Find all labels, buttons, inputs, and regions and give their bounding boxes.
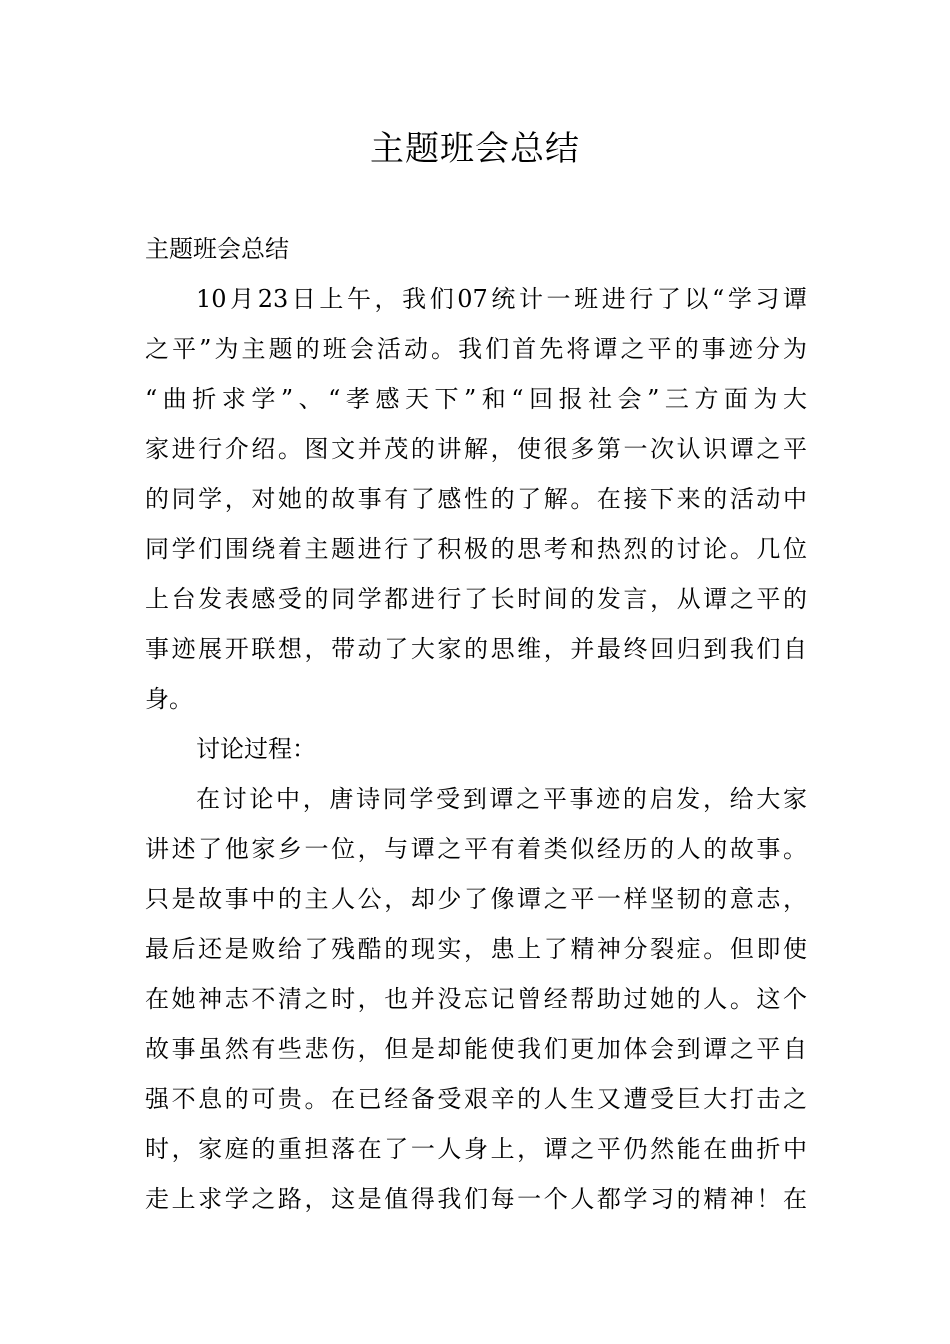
paragraph-line: “曲折求学”、“孝感天下”和“回报社会”三方面为大: [145, 385, 807, 413]
paragraph-line: 在她神志不清之时，也并没忘记曾经帮助过她的人。这个: [145, 985, 807, 1013]
paragraph-line: 最后还是败给了残酷的现实，患上了精神分裂症。但即使: [145, 935, 807, 963]
document-body: [145, 224, 807, 1224]
paragraph-line: 强不息的可贵。在已经备受艰辛的人生又遭受巨大打击之: [145, 1085, 807, 1113]
paragraph-line: 只是故事中的主人公，却少了像谭之平一样坚韧的意志，: [145, 885, 807, 913]
paragraph-line: 之平”为主题的班会活动。我们首先将谭之平的事迹分为: [145, 335, 807, 363]
paragraph-line: 在讨论中，唐诗同学受到谭之平事迹的启发，给大家: [196, 785, 807, 813]
paragraph-discussion: [145, 774, 807, 1224]
paragraph-line: 故事虽然有些悲伤，但是却能使我们更加体会到谭之平自: [145, 1035, 807, 1063]
paragraph-intro: [145, 274, 807, 724]
paragraph-line: 时，家庭的重担落在了一人身上，谭之平仍然能在曲折中: [145, 1135, 807, 1163]
paragraph-line: 10月23日上午，我们07统计一班进行了以“学习谭: [196, 285, 807, 313]
paragraph-line: 上台发表感受的同学都进行了长时间的发言，从谭之平的: [145, 585, 807, 613]
document-subtitle: 主题班会总结: [145, 235, 289, 263]
paragraph-line: 身。: [145, 685, 193, 713]
paragraph-line: 家进行介绍。图文并茂的讲解，使很多第一次认识谭之平: [145, 435, 807, 463]
paragraph-line: 事迹展开联想，带动了大家的思维，并最终回归到我们自: [145, 635, 807, 663]
paragraph-line: 的同学，对她的故事有了感性的了解。在接下来的活动中: [145, 485, 807, 513]
paragraph-line: 讲述了他家乡一位，与谭之平有着类似经历的人的故事。: [145, 835, 807, 863]
paragraph-line: 同学们围绕着主题进行了积极的思考和热烈的讨论。几位: [145, 535, 807, 563]
document-title: 主题班会总结: [370, 129, 580, 169]
section-heading: 讨论过程：: [196, 735, 316, 763]
paragraph-line: 走上求学之路，这是值得我们每一个人都学习的精神！在: [145, 1185, 807, 1213]
